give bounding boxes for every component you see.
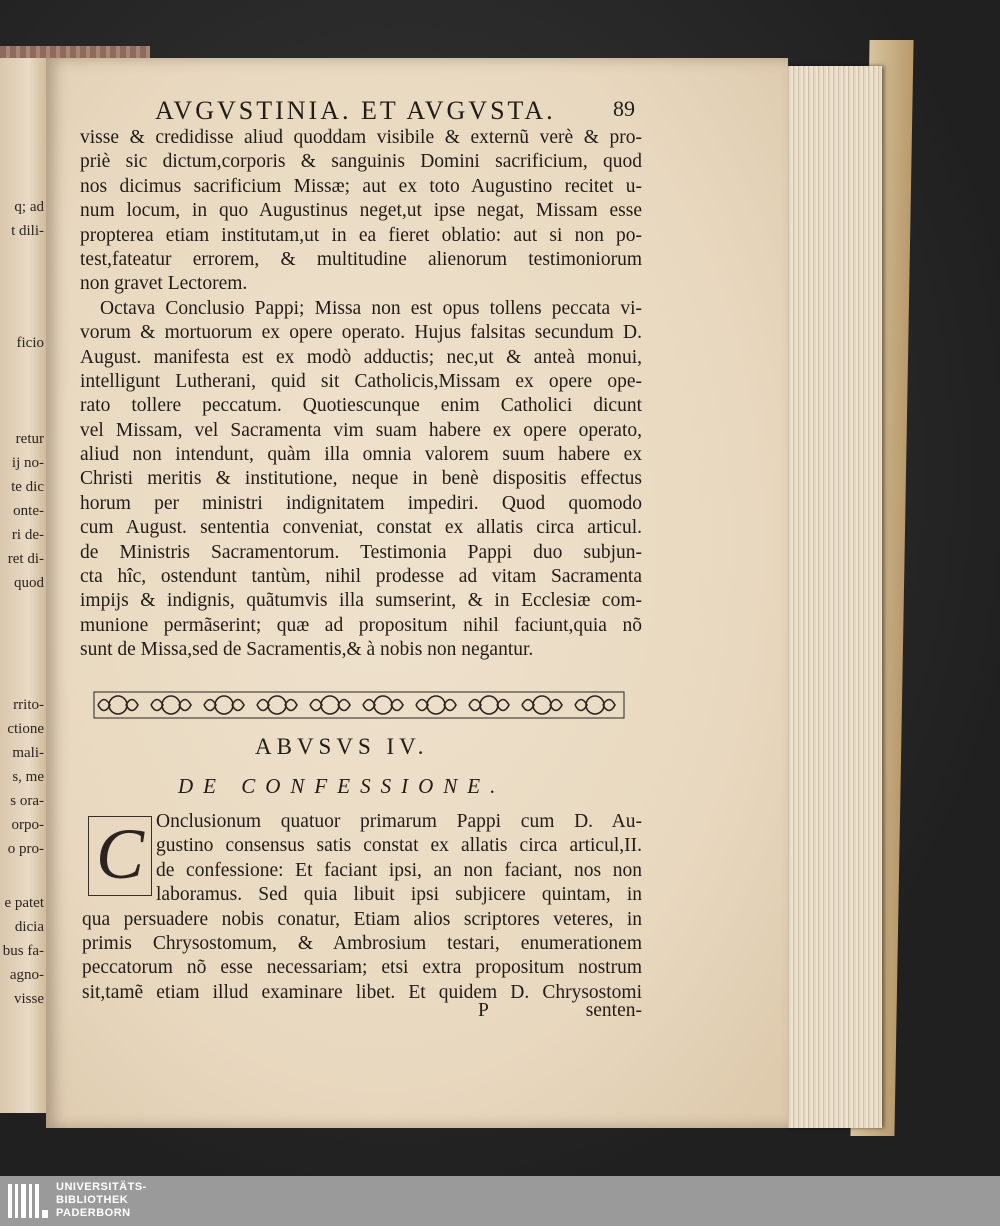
text-line: horum per ministri indignitatem impediri. Quod quomodo [80, 492, 642, 514]
left-fragment: retur [15, 431, 44, 447]
page-stack-edge [786, 66, 882, 1128]
text-line: de Ministris Sacramentorum. Testimonia Pappi duo subjun- [80, 541, 642, 563]
left-fragment: ficio [16, 335, 44, 351]
text-line: primis Chrysostomum, & Ambrosium testari, enumerationem [82, 932, 642, 954]
text-line: Onclusionum quatuor primarum Pappi cum D. Au- [156, 811, 642, 832]
running-head [155, 96, 635, 126]
ornament-rosette [321, 696, 339, 714]
ornament-rosette [586, 696, 604, 714]
section-heading-abusus: ABVSVS IV. [255, 734, 429, 759]
ornament-leaf [363, 700, 403, 711]
left-fragment: s, me [12, 769, 44, 785]
text-line: propterea etiam institutam,ut in ea fieret oblatio: aut si non po- [80, 224, 642, 246]
text-line: laboramus. Sed quia libuit ipsi subjicere quintam, in [156, 884, 642, 906]
text-line: priè sic dictum,corporis & sanguinis Domini sacrificium, quod [80, 151, 642, 173]
left-fragment: mali- [12, 745, 44, 761]
ornament-rosette [427, 696, 445, 714]
ornament-rosette [162, 696, 180, 714]
left-fragment: q; ad [14, 199, 44, 215]
library-name-line: UNIVERSITÄTS- [56, 1181, 147, 1193]
ornament-leaf [522, 700, 562, 711]
text-line: rato tollere peccatum. Quotiescunque enim Catholici dicunt [80, 395, 642, 417]
text-line: test,fateatur errorem, & multitudine alienorum testimoniorum [80, 248, 642, 270]
ornament-leaf [151, 700, 191, 711]
left-fragment: ri de- [11, 527, 44, 543]
ornament-leaf [204, 700, 244, 711]
ornament-leaf [98, 700, 138, 711]
ornament-leaf [257, 700, 297, 711]
running-head-title: AVGVSTINIA. ET AVGVSTA. [155, 96, 556, 125]
text-line: de confessione: Et faciant ipsi, an non faciant, nos non [156, 859, 642, 881]
left-page-fragment [0, 58, 48, 1113]
ornament-rosette [109, 696, 127, 714]
ornament-leaf [416, 700, 456, 711]
body-text [80, 126, 642, 663]
left-fragment: te dic [11, 479, 44, 495]
library-name-line: PADERBORN [56, 1207, 131, 1219]
left-fragment: onte- [13, 503, 44, 519]
text-line: sit,tamẽ etiam illud examinare libet. Et quidem D. Chrysostomi [82, 981, 642, 1003]
library-name [56, 1181, 147, 1220]
initial-letter: C [95, 814, 145, 894]
text-line: gustino consensus satis constat ex allatis circa articul,II. [156, 835, 642, 857]
text-line: num locum, in quo Augustinus neget,ut ipse negat, Missam esse [80, 200, 642, 222]
text-line: peccatorum nõ esse necessariam; etsi extra propositum nostrum [82, 957, 642, 979]
text-line: intelligunt Lutherani, quid sit Catholicis,Missam ex opere ope- [80, 370, 642, 392]
signature-mark: P [478, 1000, 489, 1021]
ornament-rosette [480, 696, 498, 714]
section-text [82, 810, 642, 1005]
ornament-rosette [215, 696, 233, 714]
ornament-leaf [310, 700, 350, 711]
text-line: non gravet Lectorem. [80, 273, 248, 295]
text-line: munione permãserint; quæ ad propositum nihil faciunt,quia nõ [80, 614, 642, 636]
left-fragment: e patet [4, 895, 44, 911]
left-fragment: ret di- [7, 551, 44, 567]
library-name-line: BIBLIOTHEK [56, 1194, 129, 1206]
text-line: nos dicimus sacrificium Missæ; aut ex toto Augustino recitet u- [80, 175, 642, 197]
catchword: senten- [585, 1000, 642, 1021]
left-fragment: ij no- [11, 455, 44, 471]
text-line: Octava Conclusio Pappi; Missa non est opus tollens peccata vi- [100, 297, 642, 319]
ornament-rosette [374, 696, 392, 714]
text-line: sunt de Missa,sed de Sacramentis,& à nobis non negantur. [80, 639, 534, 661]
library-logo-icon [8, 1182, 48, 1220]
text-line: August. manifesta est ex modò adductis; nec,ut & anteà monui, [80, 346, 642, 368]
ornament-band [92, 686, 626, 722]
page-foot [80, 1000, 642, 1024]
text-line: qua persuadere nobis conatur, Etiam alios scriptores veteres, in [82, 908, 642, 930]
left-fragment: s ora- [10, 793, 44, 809]
section-heading-topic: DE CONFESSIONE. [178, 774, 506, 798]
ornament-rosette [268, 696, 286, 714]
text-line: impijs & indignis, quãtumvis illa sumserint, & in Ecclesiæ com- [80, 590, 642, 612]
left-fragment: bus fa- [2, 943, 44, 959]
left-fragment: rrito- [13, 697, 44, 713]
page-number: 89 [613, 96, 635, 121]
text-line: vel Missam, vel Sacramenta vim suam habere ex opere operato, [80, 419, 642, 441]
ornament-rosette [533, 696, 551, 714]
left-fragment: ctione [7, 721, 44, 737]
left-fragment: dicia [14, 919, 44, 935]
text-line: vorum & mortuorum ex opere operato. Hujus falsitas secundum D. [80, 322, 642, 344]
text-line: visse & credidisse aliud quoddam visibile & externũ verè & pro- [80, 127, 642, 148]
left-fragment: quod [14, 575, 44, 591]
left-fragment: visse [14, 991, 44, 1007]
library-footer [0, 1176, 1000, 1226]
left-fragment: t dili- [11, 223, 44, 239]
left-fragment: agno- [9, 967, 44, 983]
text-line: aliud non intendunt, quàm illa omnia valorem suum habere ex [80, 444, 642, 466]
left-fragment: o pro- [7, 841, 44, 857]
text-line: cum August. sententia conveniat, constat ex allatis circa articul. [80, 517, 642, 539]
ornament-leaf [575, 700, 615, 711]
text-line: Christi meritis & institutione, neque in benè dispositis effectus [80, 468, 642, 490]
text-line: cta hîc, ostendunt tantùm, nihil prodesse ad vitam Sacramenta [80, 566, 642, 588]
ornament-leaf [469, 700, 509, 711]
left-fragment: orpo- [11, 817, 44, 833]
